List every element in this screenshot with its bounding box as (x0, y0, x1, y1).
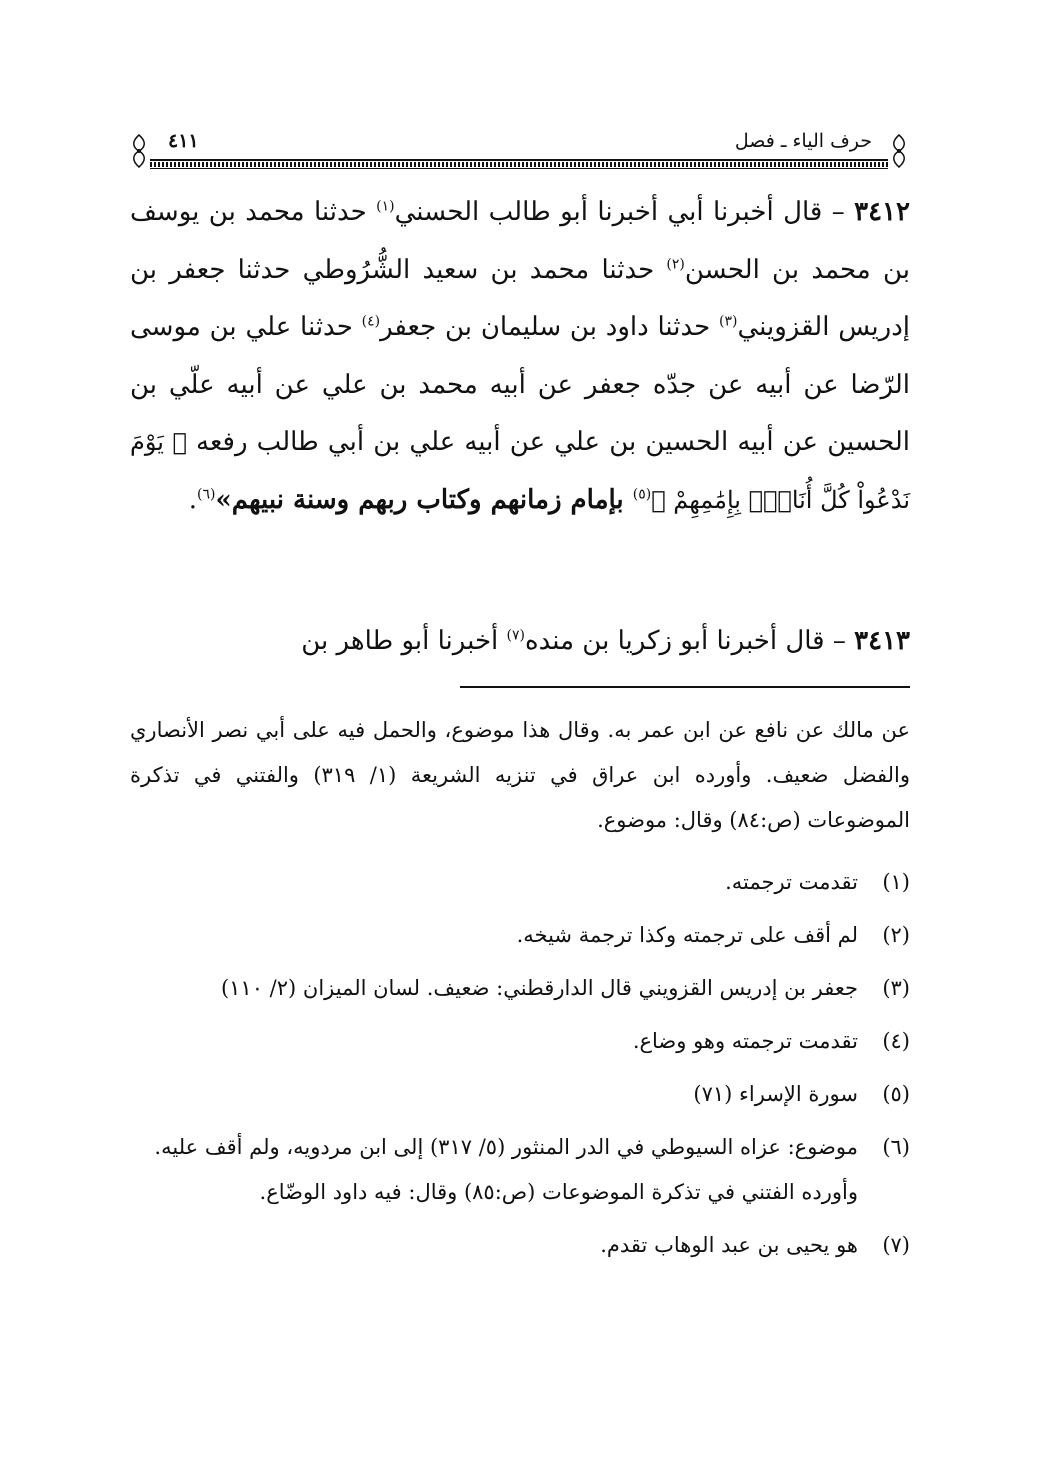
footnote-ref[interactable]: (١) (376, 198, 395, 215)
footnote-list (130, 860, 910, 1268)
footnote-item: (٦) موضوع: عزاه السيوطي في الدر المنثور (٥/ ٣١٧) إلى ابن مردويه، ولم أقف عليه. (154, 1135, 910, 1159)
footnote-continuation: عن مالك عن نافع عن ابن عمر به. وقال هذا موضوع، والحمل فيه على أبي نصر الأنصاري والفضل ضعيف. وأورده ابن عراق في تنزيه الشريعة (١/ ٣١٩) والفتني في تذكرة الموضوعات (ص:٨٤) وقال: موضوع. (130, 718, 910, 832)
footnote-separator (460, 686, 910, 688)
footnote-ref[interactable]: (٦) (197, 485, 216, 502)
page-header (128, 130, 910, 170)
bold-phrase: بإمام زمانهم وكتاب ربهم وسنة نبيهم» (215, 484, 633, 515)
hadith-3413: ٣٤١٣ – قال أخبرنا أبو زكريا بن منده$^{(٧)}$ أخبرنا أبو طاهر بن (301, 626, 910, 656)
hadith-3412-text: ٣٤١٢ – قال أخبرنا أبي أخبرنا أبو طالب الحسني$^{(١)}$ حدثنا محمد بن يوسف بن محمد بن الحسن$^{(٢)}$ حدثنا محمد بن سعيد الشُّرُوطي حدثنا جعفر بن إدريس القزويني$^{(٣)}$ حدثنا داود بن سليمان بن جعفر$^{(٤)}$ حدثنا علي بن موسى الرّضا عن أبيه عن جدّه جعفر عن أبيه محمد بن علي عن أبيه علّي بن الحسين عن أبيه الحسين بن علي عن أبيه علي بن أبي طالب رفعه ﴿ يَوْمَ نَدْعُواْ كُلَّ أُنَاسِۭ بِإِمَٰمِهِمْ ﴾$^{(٥)}$ بإمام زمانهم وكتاب ربهم وسنة نبيهم»$^{(٦)}$. (130, 197, 911, 515)
hadith-3412 (130, 184, 910, 529)
footnote-ref[interactable]: (٤) (361, 313, 381, 330)
running-title: حرف الياء ـ فصل (734, 130, 872, 152)
page-number: ٤١١ (168, 130, 199, 152)
footnote-ref[interactable]: (٥) (632, 485, 652, 502)
hadith-number: ٣٤١٣ (854, 626, 910, 656)
footnote-ref[interactable]: (٢) (666, 255, 685, 272)
footnote-item: (٥) سورة الإسراء (٧١) (693, 1082, 910, 1106)
header-pattern (150, 162, 888, 167)
footnote-item: (٤) تقدمت ترجمته وهو وضاع. (632, 1029, 910, 1053)
footnote-item: (٢) لم أقف على ترجمته وكذا ترجمة شيخه. (516, 923, 910, 947)
ornament-icon (128, 133, 150, 169)
footnote-item: (٧) هو يحيى بن عبد الوهاب تقدم. (600, 1233, 910, 1257)
ornament-icon (888, 133, 910, 169)
header-rule (150, 159, 888, 161)
footnote-ref[interactable]: (٣) (719, 313, 738, 330)
hadith-number: ٣٤١٢ (854, 197, 910, 227)
footnote-item: (١) تقدمت ترجمته. (725, 870, 910, 894)
footnote-ref[interactable]: (٧) (506, 627, 525, 644)
quran-verse: ﴿ يَوْمَ نَدْعُواْ كُلَّ أُنَاسِۭ بِإِمَٰمِهِمْ ﴾ (130, 428, 910, 514)
header-rule-bottom (150, 168, 888, 169)
footnote-item: (٣) جعفر بن إدريس القزويني قال الدارقطني: ضعيف. لسان الميزان (٢/ ١١٠) (220, 976, 910, 1000)
footnote-item-extra: وأورده الفتني في تذكرة الموضوعات (ص:٨٥) وقال: فيه داود الوضّاع. (259, 1180, 858, 1204)
